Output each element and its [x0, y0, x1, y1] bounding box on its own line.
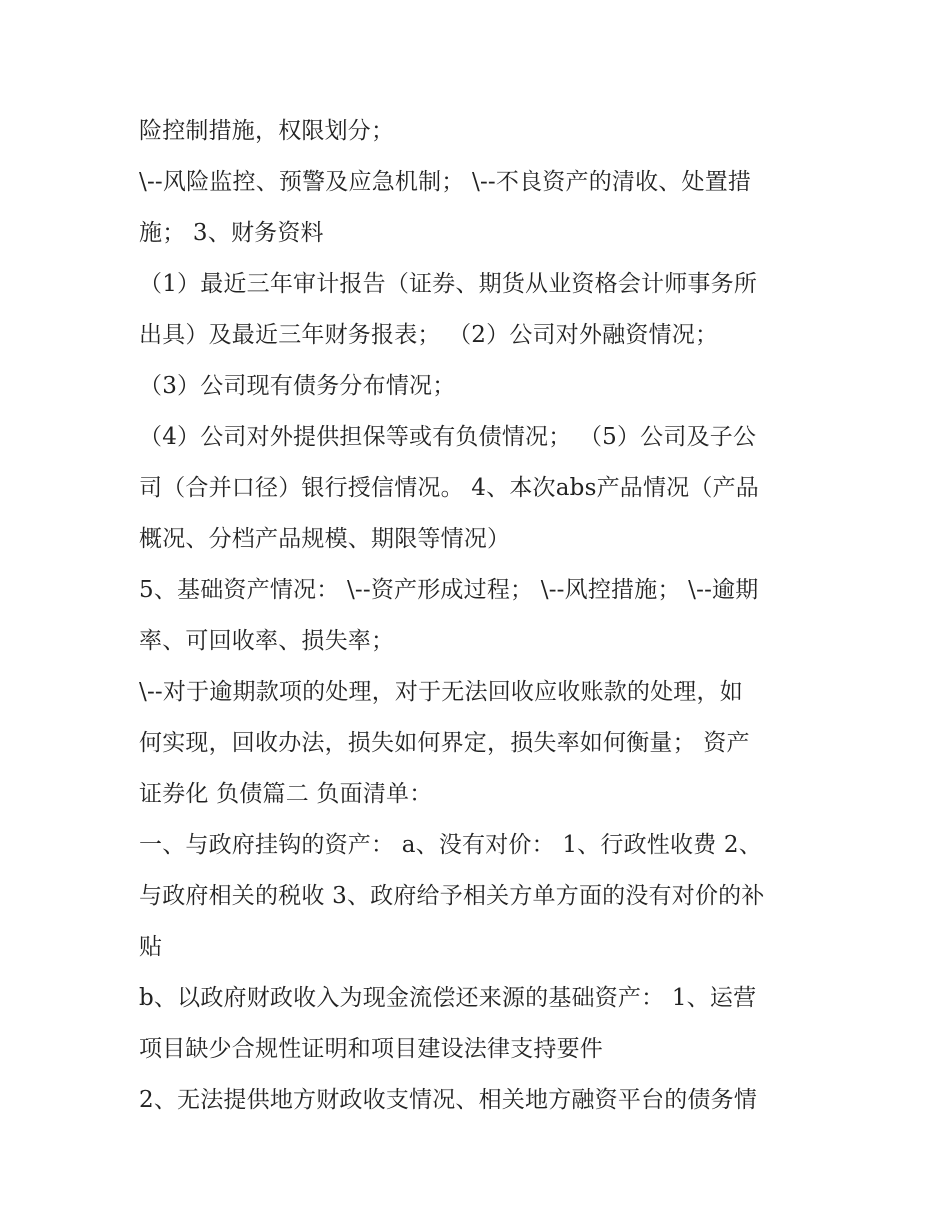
text-line: 项目缺少合规性证明和项目建设法律支持要件	[139, 1036, 603, 1062]
text-line: 2、无法提供地方财政收支情况、相关地方融资平台的债务情	[139, 1087, 758, 1113]
text-line: 险控制措施，权限划分；	[139, 118, 395, 144]
text-line: 率、可回收率、损失率；	[139, 628, 395, 654]
text-line: 施； 3、财务资料	[139, 220, 324, 246]
text-line: \--风险监控、预警及应急机制； \--不良资产的清收、处置措	[139, 169, 752, 195]
text-line: （1）最近三年审计报告（证券、期货从业资格会计师事务所	[139, 271, 758, 297]
text-line: 一、与政府挂钩的资产： a、没有对价： 1、行政性收费 2、	[139, 832, 762, 858]
text-line: 概况、分档产品规模、期限等情况）	[139, 526, 511, 552]
text-line: 证券化 负债篇二 负面清单：	[139, 781, 433, 807]
text-line: 与政府相关的税收 3、政府给予相关方单方面的没有对价的补	[139, 883, 765, 909]
text-line: 何实现，回收办法，损失如何界定，损失率如何衡量； 资产	[139, 730, 750, 756]
document-body	[139, 106, 819, 1126]
text-line: \--对于逾期款项的处理，对于无法回收应收账款的处理，如	[139, 679, 743, 705]
text-line: 贴	[139, 934, 163, 960]
text-line: （3）公司现有债务分布情况；	[139, 373, 456, 399]
text-line: 司（合并口径）银行授信情况。 4、本次abs产品情况（产品	[139, 475, 759, 501]
text-line: b、以政府财政收入为现金流偿还来源的基础资产： 1、运营	[139, 985, 757, 1011]
text-line: 5、基础资产情况： \--资产形成过程； \--风控措施； \--逾期	[139, 577, 759, 603]
text-line: 出具）及最近三年财务报表； （2）公司对外融资情况；	[139, 322, 719, 348]
text-line: （4）公司对外提供担保等或有负债情况； （5）公司及子公	[139, 424, 757, 450]
